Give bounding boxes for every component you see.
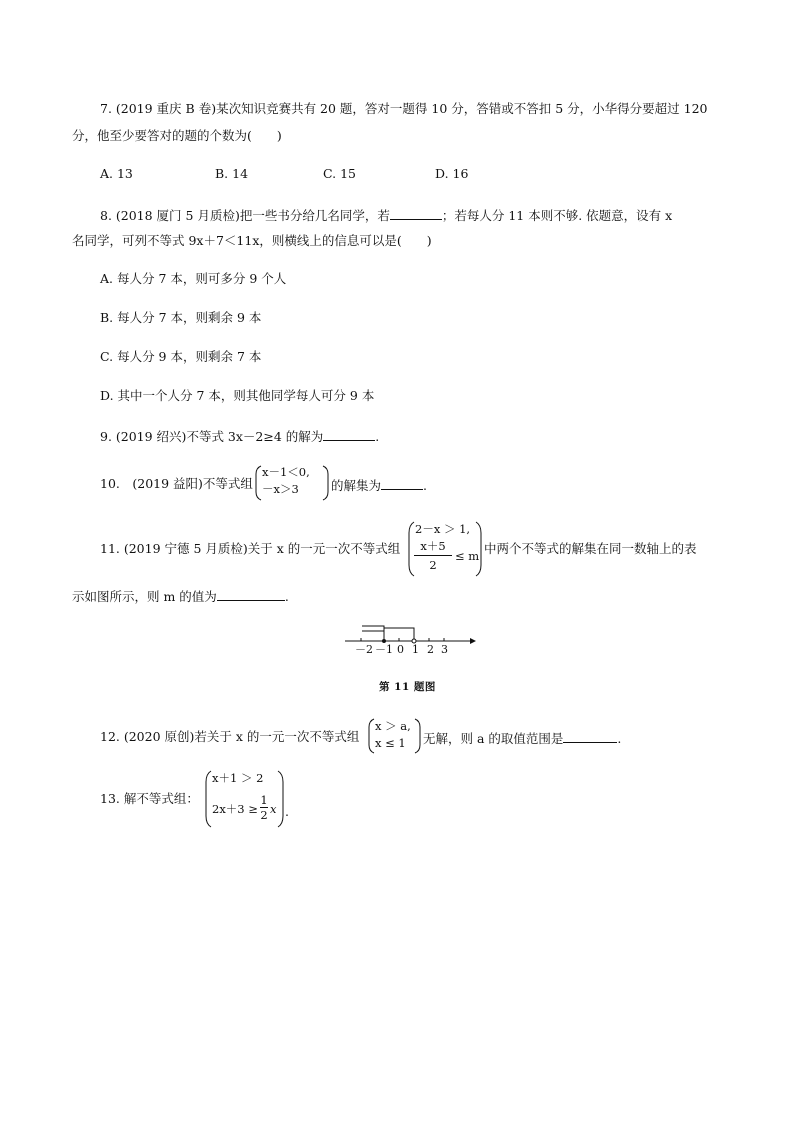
q8-line1-start: 8. (2018 厦门 5 月质检)把一些书分给几名同学，若: [100, 208, 390, 223]
q12-end: .: [617, 731, 622, 746]
q12-answer-blank: [563, 731, 617, 743]
q8-option-d: D. 其中一个人分 7 本，则其他同学每人可分 9 本: [100, 388, 375, 403]
q11-line2-text: 示如图所示，则 m 的值为: [72, 589, 217, 604]
q8-line1: [100, 208, 672, 223]
q9-end: .: [375, 429, 380, 444]
q10-right-brace: [322, 465, 330, 501]
q9-line: [100, 429, 379, 444]
axis-arrow-icon: [470, 638, 476, 644]
q11-line2: [72, 589, 289, 604]
q9-text: 9. (2019 绍兴)不等式 3x－2≥4 的解为: [100, 429, 324, 444]
q11-sys-line1: 2－x ＞ 1,: [415, 522, 471, 536]
q7-line1: 7. (2019 重庆 B 卷)某次知识竞赛共有 20 题，答对一题得 10 分，答错或不答扣 5 分，小华得分要超过 120: [100, 101, 708, 116]
q11-frac-numerator: x＋5: [420, 539, 446, 553]
q10-prefix: 10. (2019 益阳)不等式组: [100, 476, 253, 491]
q8-option-b: B. 每人分 7 本，则剩余 9 本: [100, 310, 262, 325]
axis-label-minus2: －2: [355, 643, 373, 656]
q10-answer-blank: [381, 478, 423, 490]
q11-frac-denominator: 2: [429, 558, 437, 572]
axis-label-3: 3: [441, 643, 448, 656]
solution-set-2-left: [362, 626, 384, 641]
q13-end: .: [285, 804, 289, 819]
q10-suffix-line: [331, 478, 427, 493]
q13-left-brace: [204, 770, 212, 828]
q7-option-d: D. 16: [435, 166, 469, 181]
q11-right-brace: [475, 521, 483, 577]
q7-line2: 分，他至少要答对的题的个数为( ): [72, 128, 282, 143]
q12-prefix: 12. (2020 原创)若关于 x 的一元一次不等式组: [100, 729, 360, 744]
q8-line2: 名同学，可列不等式 9x＋7＜11x，则横线上的信息可以是( ): [72, 233, 432, 248]
q7-option-a: A. 13: [100, 166, 133, 181]
q7-option-b: B. 14: [215, 166, 249, 181]
q12-sys-line2: x ≤ 1: [375, 736, 406, 750]
q8-option-a: A. 每人分 7 本，则可多分 9 个人: [100, 271, 287, 286]
q11-prefix: 11. (2019 宁德 5 月质检)关于 x 的一元一次不等式组: [100, 541, 401, 556]
q10-end: .: [423, 478, 427, 493]
q11-suffix: 中两个不等式的解集在同一数轴上的表: [484, 541, 697, 556]
q11-answer-blank: [217, 589, 285, 601]
q12-right-brace: [414, 718, 422, 754]
q12-sys-line1: x ＞ a,: [375, 719, 411, 733]
axis-label-minus1: －1: [375, 643, 393, 656]
axis-label-0: 0: [397, 643, 404, 656]
q10-sys-line1: x－1＜0,: [262, 465, 310, 479]
q10-sys-line2: －x＞3: [262, 482, 299, 496]
q12-left-brace: [367, 718, 375, 754]
q11-frac-relation: ≤ m: [455, 549, 480, 563]
q13-frac-variable: x: [270, 802, 277, 816]
q13-frac-denominator: 2: [260, 808, 268, 822]
q13-frac-numerator: 1: [260, 793, 268, 807]
q9-answer-blank: [323, 429, 375, 441]
q13-sys-line2: 2x＋3 ≥: [212, 802, 258, 816]
q13-prefix: 13. 解不等式组：: [100, 791, 199, 806]
q11-end: .: [284, 589, 289, 604]
q10-suffix: 的解集为: [331, 478, 382, 493]
q11-fraction-bar: [414, 555, 452, 556]
q8-option-c: C. 每人分 9 本，则剩余 7 本: [100, 349, 262, 364]
q12-suffix: 无解，则 a 的取值范围是: [423, 731, 564, 746]
q7-option-c: C. 15: [323, 166, 356, 181]
q12-suffix-line: [423, 731, 621, 746]
q11-figure-caption: 第 11 题图: [379, 681, 436, 693]
q10-left-brace: [254, 465, 262, 501]
axis-label-2: 2: [427, 643, 434, 656]
q8-answer-blank: [390, 208, 442, 220]
solution-set-1: [362, 631, 384, 641]
q8-line1-end: ；若每人分 11 本则不够. 依题意，设有 x: [441, 208, 673, 223]
axis-label-1: 1: [412, 643, 419, 656]
q13-right-brace: [277, 770, 285, 828]
q13-sys-line1: x＋1 ＞ 2: [212, 771, 264, 785]
